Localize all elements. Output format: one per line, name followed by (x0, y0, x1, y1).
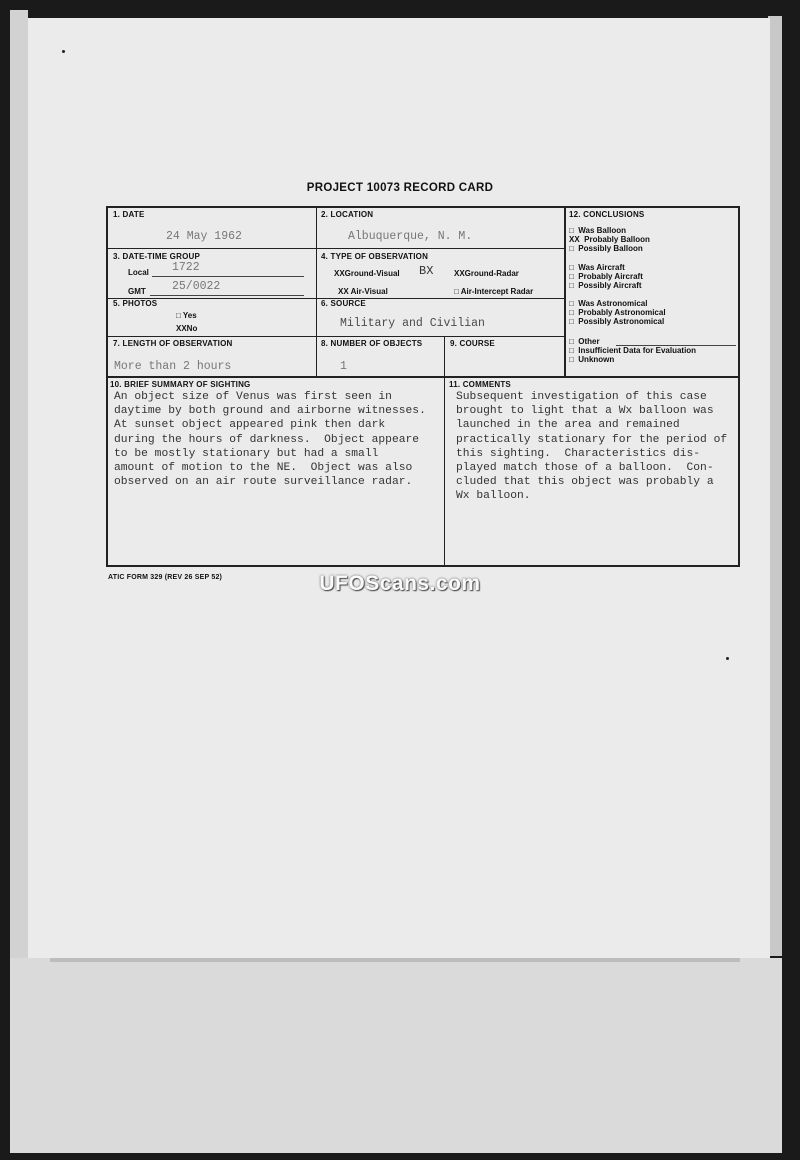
conclusion-item: XX Probably Balloon (569, 235, 650, 244)
row-divider (108, 336, 564, 337)
photos-label: 5. PHOTOS (113, 299, 158, 308)
ground-visual-option: XXGround-Visual (334, 269, 400, 278)
conclusion-item: □ Possibly Astronomical (569, 317, 665, 326)
photos-yes-option: □ Yes (176, 311, 197, 320)
source-value: Military and Civilian (340, 317, 485, 330)
date-value: 24 May 1962 (166, 230, 242, 243)
column-divider (444, 336, 445, 376)
right-scan-edge (768, 16, 782, 956)
conclusion-item: □ Other (569, 337, 600, 346)
scan-speck (726, 657, 729, 660)
left-scan-edge (10, 10, 28, 958)
ground-radar-option: XXGround-Radar (454, 269, 519, 278)
gmt-underline (150, 295, 304, 296)
conclusion-item: □ Possibly Aircraft (569, 281, 642, 290)
course-label: 9. COURSE (450, 339, 495, 348)
conclusions-label: 12. CONCLUSIONS (569, 210, 645, 219)
conclusion-item: □ Unknown (569, 355, 615, 364)
conclusion-item: □ Possibly Balloon (569, 244, 643, 253)
ground-visual-mark: BX (419, 264, 434, 278)
row-divider (108, 376, 738, 378)
local-time-underline (152, 276, 304, 277)
watermark: UFOScans.com (319, 572, 481, 595)
source-label: 6. SOURCE (321, 299, 366, 308)
conclusion-item: □ Was Aircraft (569, 263, 625, 272)
scan-speck (62, 50, 65, 53)
date-time-group-label: 3. DATE-TIME GROUP (113, 252, 201, 261)
length-label: 7. LENGTH OF OBSERVATION (113, 339, 233, 348)
conclusions-divider (564, 208, 566, 376)
summary-label: 10. BRIEF SUMMARY OF SIGHTING (110, 380, 251, 389)
air-visual-option: XX Air-Visual (338, 287, 388, 296)
location-label: 2. LOCATION (321, 210, 374, 219)
comments-text: Subsequent investigation of this case brought to light that a Wx balloon was launched in the area and remained practically stationary for the period of this sighting. Characteristics dis- played match those of a balloon. Con- cluded that this object was probably a Wx balloon. (456, 391, 728, 503)
comments-label: 11. COMMENTS (449, 380, 511, 389)
photos-no-option: XXNo (176, 324, 198, 333)
form-number: ATIC FORM 329 (REV 26 SEP 52) (108, 574, 223, 581)
card-title: PROJECT 10073 RECORD CARD (306, 182, 494, 194)
length-value: More than 2 hours (114, 360, 232, 373)
local-time-value: 1722 (172, 261, 200, 274)
gmt-value: 25/0022 (172, 280, 221, 293)
location-value: Albuquerque, N. M. (348, 230, 473, 243)
row-divider (108, 248, 564, 249)
other-underline (616, 345, 736, 346)
observation-type-label: 4. TYPE OF OBSERVATION (321, 252, 429, 261)
conclusion-item: □ Was Astronomical (569, 299, 648, 308)
conclusion-item: □ Was Balloon (569, 226, 626, 235)
column-divider (316, 208, 317, 376)
summary-comments-divider (444, 376, 445, 565)
gmt-label: GMT (128, 287, 146, 296)
objects-value: 1 (340, 360, 347, 373)
objects-label: 8. NUMBER OF OBJECTS (321, 339, 423, 348)
conclusion-item: □ Probably Astronomical (569, 308, 666, 317)
local-time-label: Local (128, 268, 149, 277)
conclusion-item: □ Probably Aircraft (569, 272, 643, 281)
air-intercept-option: □ Air-Intercept Radar (454, 287, 534, 296)
conclusion-item: □ Insufficient Data for Evaluation (569, 346, 697, 355)
date-label: 1. DATE (113, 210, 145, 219)
summary-text: An object size of Venus was first seen in daytime by both ground and airborne witnesses. At sunset object appeared pink then dark during the hours of darkness. Object appeare to be mostly stationary but had a small amount of motion to the NE. Object was also observed on an air route surveillance radar. (114, 391, 426, 489)
underlying-page (10, 958, 782, 1153)
